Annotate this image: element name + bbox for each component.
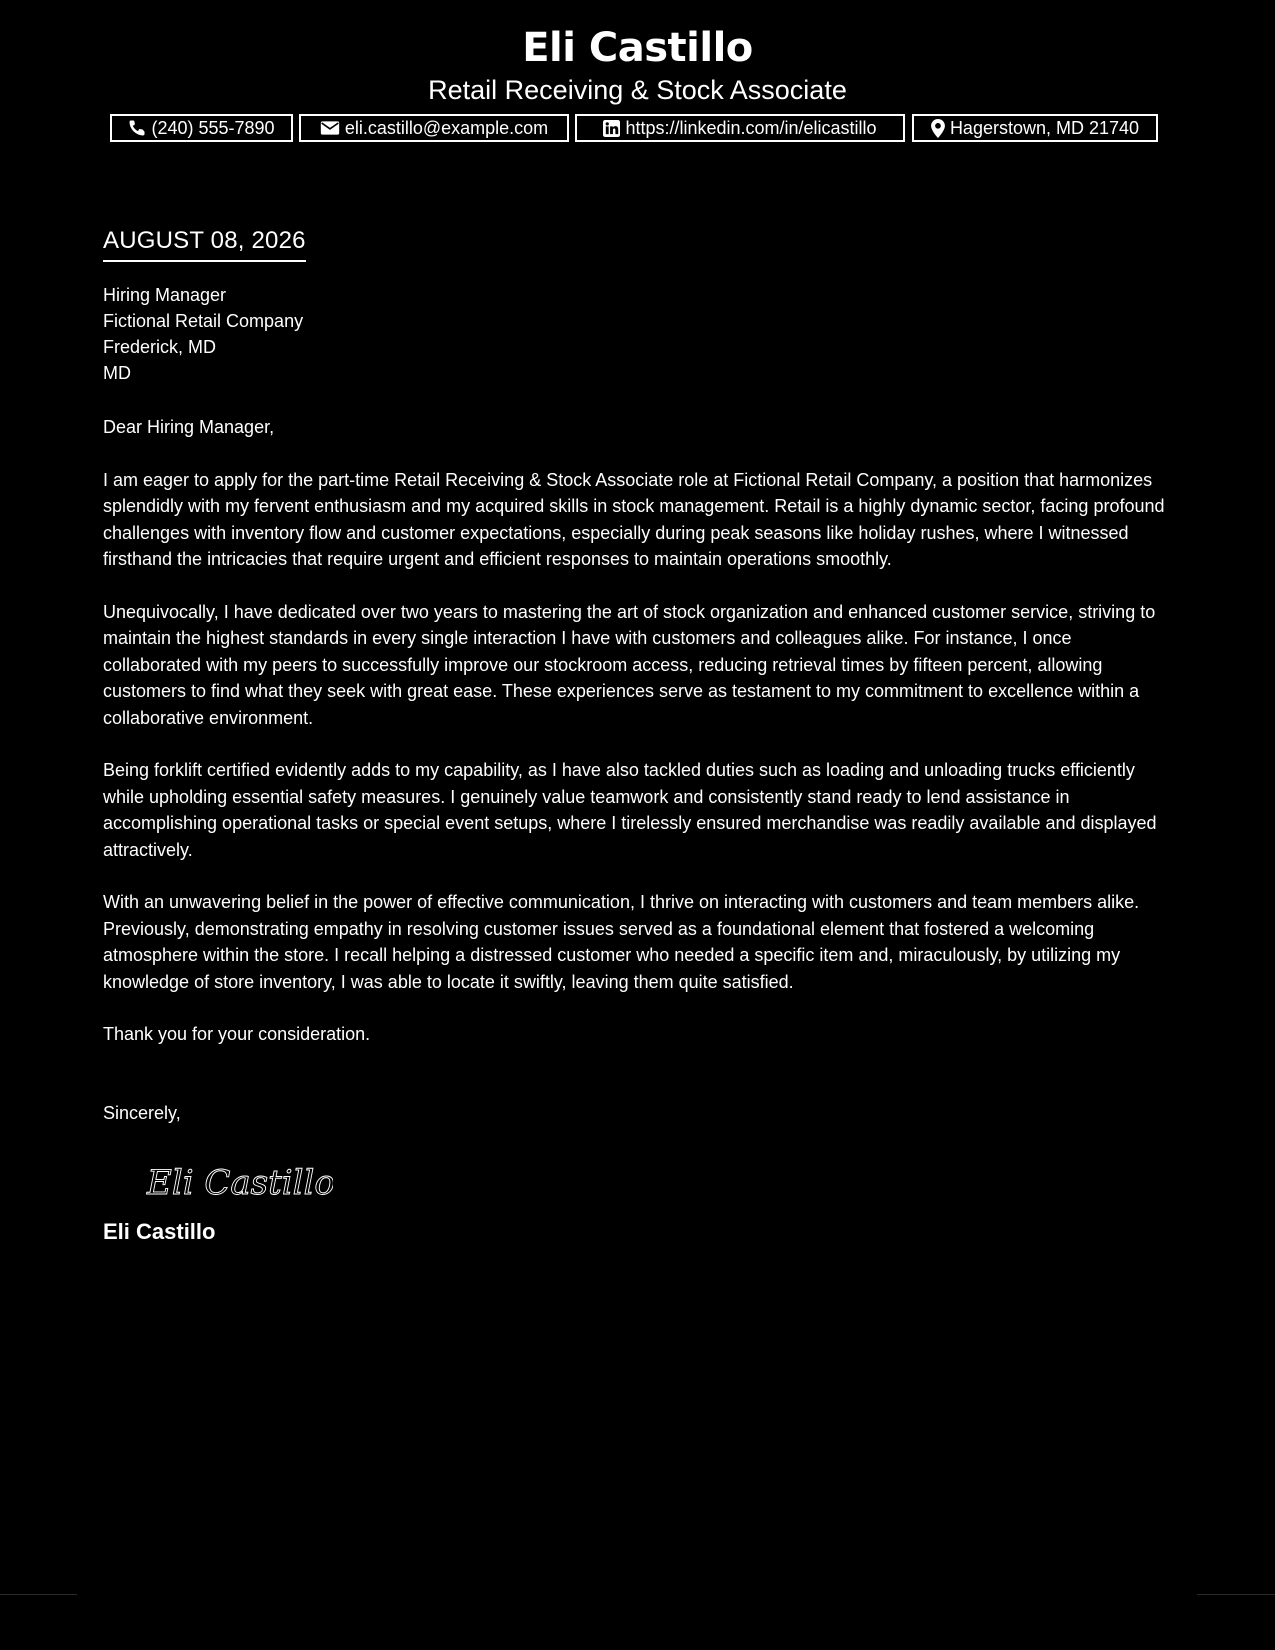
thanks-line: Thank you for your consideration.	[103, 1024, 371, 1044]
map-pin-icon	[931, 119, 945, 138]
recipient-state: MD	[103, 363, 131, 383]
paragraph-1: I am eager to apply for the part-time Retail Receiving & Stock Associate role at Fictional Retail Company, a position that harmonizes splendidly with my fervent enthusiasm and my acquired skills in stock management. Retail is a highly dynamic sector, facing profound challenges with inventory flow and customer expectations, especially during peak seasons like holiday rushes, where I witnessed firsthand the intricacies that require urgent and efficient responses to maintain operations smoothly.	[103, 469, 1165, 569]
recipient-title: Hiring Manager	[103, 285, 227, 305]
linkedin-icon	[603, 120, 620, 137]
applicant-role: Retail Receiving & Stock Associate	[428, 75, 847, 105]
recipient-city: Frederick, MD	[103, 337, 217, 357]
phone-icon	[128, 119, 146, 137]
applicant-name: Eli Castillo	[522, 25, 753, 71]
recipient-block	[103, 282, 1173, 386]
paragraph-2: Unequivocally, I have dedicated over two years to mastering the art of stock organization and enhanced customer service, striving to maintain the highest standards in every single interaction I have with customers and colleagues alike. For instance, I once collaborated with my peers to successfully improve our stockroom access, reducing retrieval times by fifteen percent, allowing customers to find what they seek with great ease. These experiences serve as testament to my commitment to excellence within a collaborative environment.	[103, 601, 1156, 728]
signoff: Sincerely,	[103, 1102, 181, 1123]
email-text: eli.castillo@example.com	[344, 117, 549, 138]
envelope-icon	[320, 120, 340, 136]
linkedin-text: https://linkedin.com/in/elicastillo	[625, 117, 877, 138]
signature-image	[143, 1152, 1173, 1210]
signature-text: Eli Castillo	[147, 1163, 333, 1203]
paragraph-4: With an unwavering belief in the power of effective communication, I thrive on interacting with customers and team members alike. Previously, demonstrating empathy in resolving customer issues served as a foundational element that fostered a welcoming atmosphere within the store. I recall helping a distressed customer who needed a specific item and, miraculously, by utilizing my knowledge of store inventory, I was able to locate it swiftly, leaving them quite satisfied.	[103, 892, 1140, 992]
recipient-company: Fictional Retail Company	[103, 311, 304, 331]
location-text: Hagerstown, MD 21740	[949, 117, 1140, 138]
footer-rule-left	[0, 1594, 77, 1595]
letter-body	[103, 226, 1173, 1246]
footer-rule-right	[1197, 1594, 1275, 1595]
contact-email[interactable]	[299, 114, 569, 142]
contact-location	[912, 114, 1158, 142]
signature-graphic	[143, 1152, 333, 1210]
contact-phone[interactable]	[110, 114, 293, 142]
contact-linkedin[interactable]	[575, 114, 905, 142]
paragraph-3: Being forklift certified evidently adds to my capability, as I have also tackled duties such as loading and unloading trucks efficiently while upholding essential safety measures. I genuinely value teamwork and consistently stand ready to lend assistance in accomplishing operational tasks or special event setups, where I tirelessly ensured merchandise was readily available and displayed attractively.	[103, 760, 1157, 860]
signer-name: Eli Castillo	[103, 1219, 216, 1244]
salutation: Dear Hiring Manager,	[103, 417, 275, 437]
letter-date: AUGUST 08, 2026	[103, 226, 306, 262]
letter-header	[0, 22, 1275, 106]
phone-text: (240) 555-7890	[151, 117, 275, 138]
